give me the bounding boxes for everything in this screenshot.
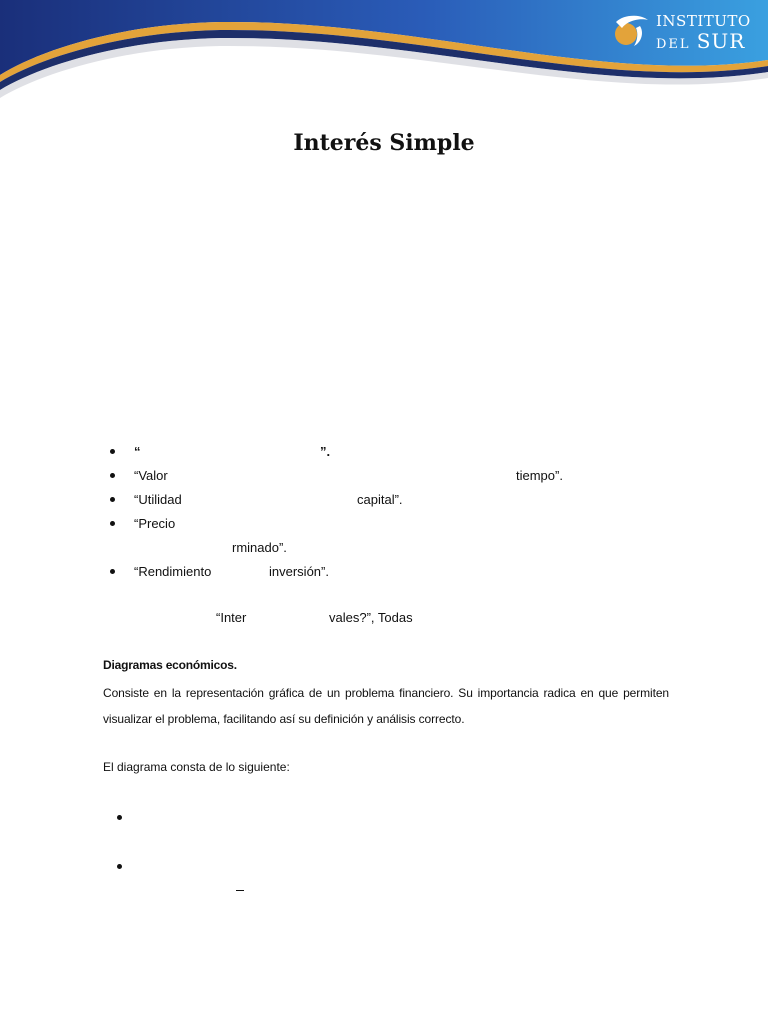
list-item-text-start: “ [134, 444, 141, 459]
list-item-text-end: ”. [320, 444, 331, 459]
empty-bullet-marker [117, 815, 122, 820]
logo-text [656, 12, 751, 56]
empty-bullet-marker [117, 864, 122, 869]
list-item-continuation [110, 536, 670, 560]
list-item [110, 488, 670, 512]
question-text-start: “Inter [216, 610, 247, 625]
list-item-text-continuation: rminado”. [232, 540, 287, 555]
logo-line2 [656, 30, 751, 56]
logo-line2-big: SUR [696, 29, 746, 53]
page-title: Interés Simple [293, 130, 475, 156]
section-paragraph: Consiste en la representación gráfica de un problema financiero. Su importancia radica en que permiten visualizar el problema, facilitando así su definición y análisis correcto. [103, 686, 669, 726]
diagram-intro-text: El diagrama consta de lo siguiente: [103, 760, 290, 774]
list-item [110, 560, 670, 584]
list-item-text-start: “Precio [134, 516, 176, 531]
list-item [110, 440, 670, 464]
section-heading: Diagramas económicos. [103, 658, 237, 672]
header-banner [0, 0, 768, 110]
question-text-end: vales?”, Todas [329, 610, 413, 625]
list-item-text-end: capital”. [357, 492, 403, 507]
logo-line1: INSTITUTO [656, 12, 751, 30]
list-item-text-start: “Rendimiento [134, 564, 212, 579]
definition-list [110, 440, 670, 584]
list-item [110, 464, 670, 488]
list-item-text-end: tiempo”. [516, 468, 563, 483]
list-item-text-start: “Utilidad [134, 492, 182, 507]
list-item-text-end: inversión”. [269, 564, 329, 579]
list-item [110, 512, 670, 536]
institute-logo[interactable] [610, 12, 750, 56]
dash-mark [236, 890, 244, 891]
list-item-text-start: “Valor [134, 468, 168, 483]
logo-emblem-icon [610, 12, 652, 52]
logo-line2-prefix: DEL [656, 37, 691, 52]
